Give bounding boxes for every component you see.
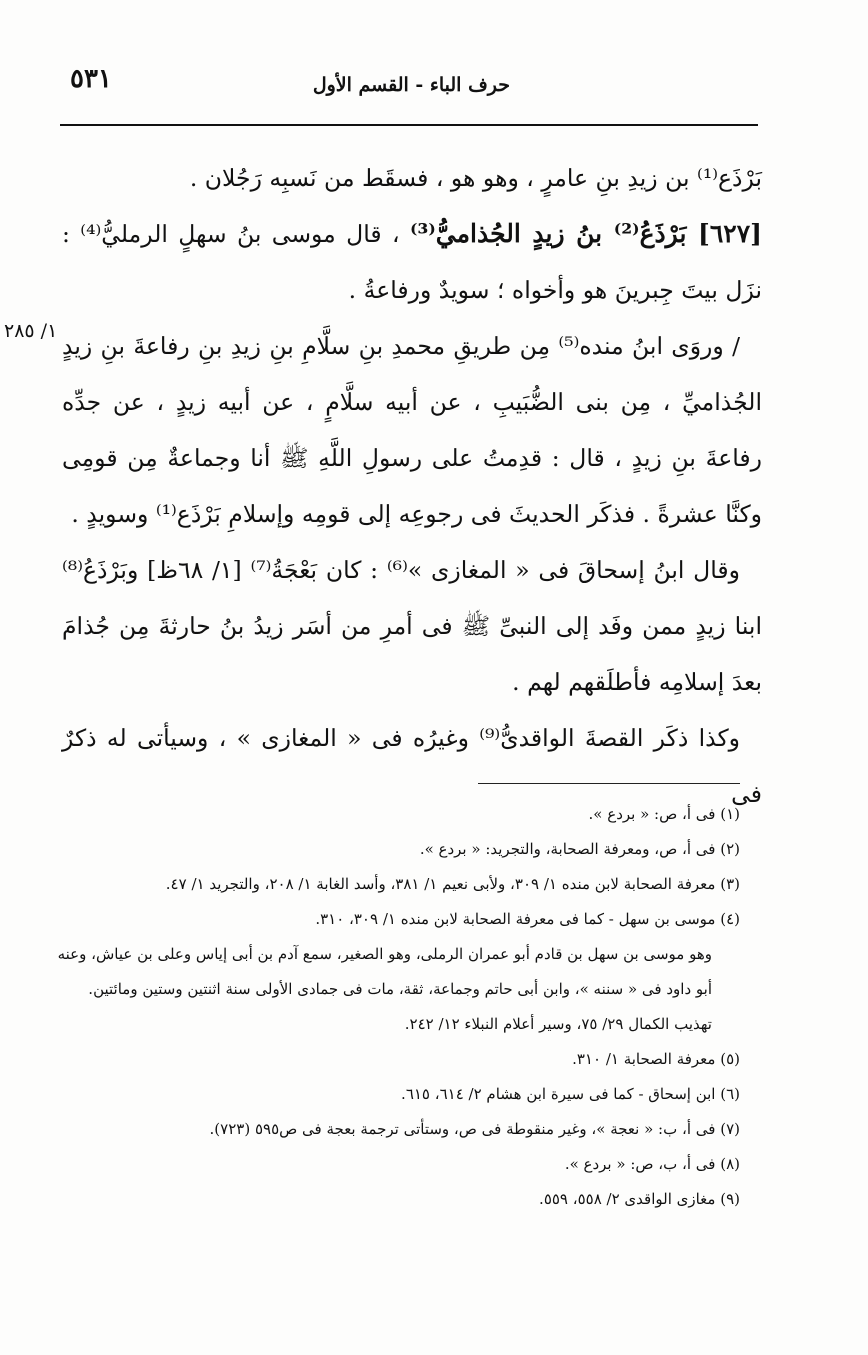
footnote: (٨) فى أ، ب، ص: « بردع ».	[564, 1155, 740, 1173]
footnote: (٩) مغازى الواقدى ٢/ ٥٥٨، ٥٥٩.	[539, 1190, 740, 1208]
paragraph-5: وكذا ذكَر القصةَ الواقدىُّ⁽⁹⁾ وغيرُه فى « المغازى » ، وسيأتى له ذكرٌ فى	[62, 724, 762, 808]
footnote: (٥) معرفة الصحابة ١/ ٣١٠.	[572, 1050, 740, 1068]
footnote: (٧) فى أ، ب: « نعجة »، وغير منقوطة فى ص، وستأتى ترجمة بعجة فى ص٥٩٥ (٧٢٣).	[209, 1120, 740, 1138]
footnote-rule	[478, 783, 740, 784]
footnote: (١) فى أ، ص: « بردع ».	[588, 805, 740, 823]
paragraph-2	[62, 206, 762, 318]
footnote: (٤) موسى بن سهل - كما فى معرفة الصحابة لابن منده ١/ ٣٠٩، ٣١٠.	[315, 910, 740, 928]
margin-reference: ١/ ٢٨٥	[4, 320, 58, 342]
paragraph-3: / وروَى ابنُ منده⁽⁵⁾ مِن طريقِ محمدِ بنِ سلَّامِ بنِ زيدِ بنِ رفاعةَ بنِ زيدٍ الجُذاميِّ ، مِن بنى الضُّبَيبِ ، عن أبيه سلَّامٍ ، عن أبيه زيدٍ ، عن جدِّه رفاعةَ بنِ زيدٍ ، قال : قدِمتُ على رسولِ اللَّهِ ﷺ أنا وجماعةٌ مِن قومِى وكنَّا عشرةً . فذكَر الحديثَ فى رجوعِه إلى قومِه وإسلامِ بَرْذَع⁽¹⁾ وسويدٍ .	[62, 332, 762, 528]
main-text	[62, 150, 762, 822]
header-rule	[60, 124, 758, 126]
page-number: ٥٣١	[70, 64, 112, 94]
entry-heading: [٦٢٧] بَرْذَعُ⁽²⁾ بنُ زيدٍ الجُذاميُّ⁽³⁾	[409, 219, 762, 248]
page-header	[60, 64, 760, 124]
running-title: حرف الباء - القسم الأول	[312, 74, 510, 96]
footnote: (٣) معرفة الصحابة لابن منده ١/ ٣٠٩، ولأبى نعيم ١/ ٣٨١، وأسد الغابة ١/ ٢٠٨، والتجريد ١/ ٤٧.	[165, 875, 740, 893]
footnote: (٦) ابن إسحاق - كما فى سيرة ابن هشام ٢/ ٦١٤، ٦١٥.	[401, 1085, 740, 1103]
footnote-continuation: وهو موسى بن سهل بن قادم أبو عمران الرملى، وهو الصغير، سمع آدم بن أبى إياس وعلى بن عياش، وعنه أبو داود فى « سننه »، وابن أبى حاتم وجماعة، ثقة، مات فى جمادى الأولى سنة اثنتين وستين ومائتين. تهذيب الكمال ٢٩/ ٧٥، وسير أعلام النبلاء ١٢/ ٢٤٢.	[57, 945, 712, 1033]
paragraph-1: بَرْذَع⁽¹⁾ بن زيدِ بنِ عامرٍ ، وهو هو ، فسقَط من نَسبِه رَجُلان .	[189, 164, 762, 192]
paragraph-4: وقال ابنُ إسحاقَ فى « المغازى »⁽⁶⁾ : كان بَعْجَةُ⁽⁷⁾ [١/ ٦٨ظ] وبَرْذَعُ⁽⁸⁾ ابنا زيدٍ ممن وفَد إلى النبىِّ ﷺ فى أمرِ من أسَر زيدُ بنُ حارثةَ مِن جُذامَ بعدَ إسلامِه فأطلَقهم لهم .	[62, 556, 762, 696]
entry-text: ، قال موسى بنُ سهلٍ الرمليُّ⁽⁴⁾ : نزَل بيتَ جِبرينَ هو وأخواه ؛ سويدٌ ورفاعةُ .	[62, 220, 762, 304]
footnotes	[56, 797, 740, 1217]
footnote: (٢) فى أ، ص، ومعرفة الصحابة، والتجريد: « بردع ».	[419, 840, 740, 858]
